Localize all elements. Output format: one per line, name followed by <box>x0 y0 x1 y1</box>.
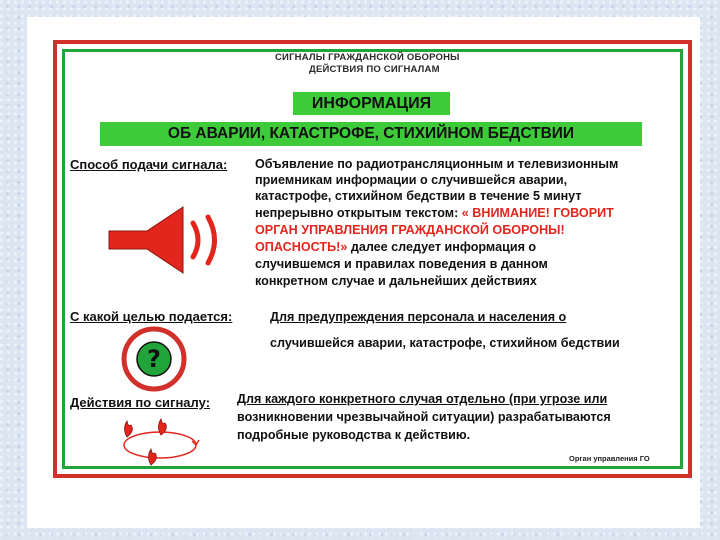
question-circle-icon <box>120 325 188 393</box>
method-line-4 <box>255 206 614 222</box>
title-banner-text: ИНФОРМАЦИЯ <box>311 95 432 112</box>
fire-cycle-icon <box>113 415 208 470</box>
poster-header-line1: СИГНАЛЫ ГРАЖДАНСКОЙ ОБОРОНЫ <box>275 52 460 63</box>
method-line-5: ОРГАН УПРАВЛЕНИЯ ГРАЖДАНСКОЙ ОБОРОНЫ! <box>255 223 565 237</box>
purpose-line-2: случившейся аварии, катастрофе, стихийном бедствии <box>270 336 620 350</box>
method-line-6-red: ОПАСНОСТЬ!» <box>255 240 348 254</box>
method-line-6 <box>255 240 536 256</box>
method-line-6-black: далее следует информация о <box>347 240 537 254</box>
subtitle-banner <box>100 122 642 146</box>
actions-line-1: Для каждого конкретного случая отдельно (при угрозе или <box>237 392 608 406</box>
poster-footer: Орган управления ГО <box>569 454 650 463</box>
actions-label: Действия по сигналу: <box>70 395 211 410</box>
title-banner <box>293 92 450 115</box>
method-line-4-black: непрерывно открытым текстом: <box>255 206 462 220</box>
method-line-7: случившемся и правилах поведения в данном <box>255 257 548 271</box>
svg-text:?: ? <box>147 345 161 373</box>
method-line-4-red: « ВНИМАНИЕ! ГОВОРИТ <box>461 206 614 220</box>
method-line-8: конкретном случае и дальнейших действиях <box>255 274 537 288</box>
actions-line-2: возникновении чрезвычайной ситуации) разрабатываются <box>237 410 611 424</box>
subtitle-banner-text: ОБ АВАРИИ, КАТАСТРОФЕ, СТИХИЙНОМ БЕДСТВИИ <box>167 125 575 142</box>
purpose-label: С какой целью подается: <box>70 309 233 324</box>
actions-line-3: подробные руководства к действию. <box>237 428 471 442</box>
loudspeaker-icon <box>107 205 237 275</box>
method-line-3: катастрофе, стихийном бедствии в течение 5 минут <box>255 189 582 203</box>
poster-header-line2: ДЕЙСТВИЯ ПО СИГНАЛАМ <box>309 64 440 75</box>
method-line-1: Объявление по радиотрансляционным и телевизионным <box>255 157 619 171</box>
method-label: Способ подачи сигнала: <box>70 157 228 172</box>
purpose-line-1: Для предупреждения персонала и населения о <box>270 310 567 324</box>
method-line-2: приемникам информации о случившейся аварии, <box>255 173 568 187</box>
